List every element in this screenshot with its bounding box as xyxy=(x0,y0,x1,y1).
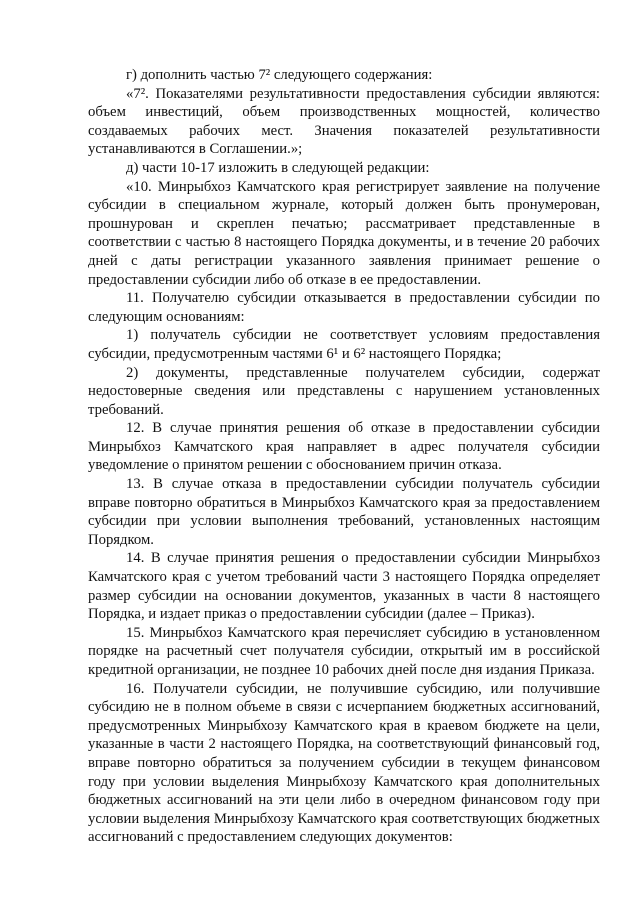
paragraph-10: «10. Минрыбхоз Камчатского края регистрирует заявление на получение субсидии в специальном журнале, который должен быть пронумерован, прошнурован и скреплен печатью; рассматривает представленные в соответствии с частью 8 настоящего Порядка документы, и в течение 20 рабочих дней с даты регистрации указанного заявления принимает решение о предоставлении субсидии либо об отказе в ее предоставлении. xyxy=(88,178,600,288)
paragraph-d: д) части 10-17 изложить в следующей редакции: xyxy=(126,159,430,176)
paragraph-11-1: 1) получатель субсидии не соответствует условиям предоставления субсидии, предусмотренным частями 6¹ и 6² настоящего Порядка; xyxy=(88,327,600,362)
paragraph-13: 13. В случае отказа в предоставлении субсидии получатель субсидии вправе повторно обратиться в Минрыбхоз Камчатского края за предоставлением субсидии при условии выполнения требований, установленных настоящим Порядком. xyxy=(88,476,600,548)
paragraph-16: 16. Получатели субсидии, не получившие субсидию, или получившие субсидию не в полном объеме в связи с исчерпанием бюджетных ассигнований, предусмотренных Минрыбхозу Камчатского края в краевом бюджете на цели, указанные в части 2 настоящего Порядка, на соответствующий финансовый год, вправе повторно обратиться за получением субсидии в текущем финансовом году при условии выделения Минрыбхозу Камчатского края дополнительных бюджетных ассигнований на эти цели либо в очередном финансовом году при условии выделения Минрыбхозу Камчатского края соответствующих бюджетных ассигнований с предоставлением следующих документов: xyxy=(88,680,600,846)
paragraph-12: 12. В случае принятия решения об отказе в предоставлении субсидии Минрыбхоз Камчатского края направляет в адрес получателя субсидии уведомление о принятом решении с обоснованием причин отказа. xyxy=(88,420,600,474)
paragraph-11-2: 2) документы, представленные получателем субсидии, содержат недостоверные сведения или представлены с нарушением установленных требований. xyxy=(88,364,600,418)
paragraph-15: 15. Минрыбхоз Камчатского края перечисляет субсидию в установленном порядке на расчетный счет получателя субсидии, открытый им в российской кредитной организации, не позднее 10 рабочих дней после дня издания Приказа. xyxy=(88,624,600,678)
paragraph-11: 11. Получателю субсидии отказывается в предоставлении субсидии по следующим основаниям: xyxy=(88,290,600,325)
paragraph-14: 14. В случае принятия решения о предоставлении субсидии Минрыбхоз Камчатского края с учетом требований части 3 настоящего Порядка определяет размер субсидии на основании документов, указанных в части 8 настоящего Порядка, и издает приказ о предоставлении субсидии (далее – Приказ). xyxy=(88,550,600,623)
document-page xyxy=(88,66,600,847)
paragraph-g: г) дополнить частью 7² следующего содержания: xyxy=(126,67,433,83)
paragraph-7-2: «7². Показателями результативности предоставления субсидии являются: объем инвестиций, объем производственных мощностей, количество создаваемых рабочих мест. Значения показателей результативности устанавливаются в Соглашении.»; xyxy=(88,85,600,158)
